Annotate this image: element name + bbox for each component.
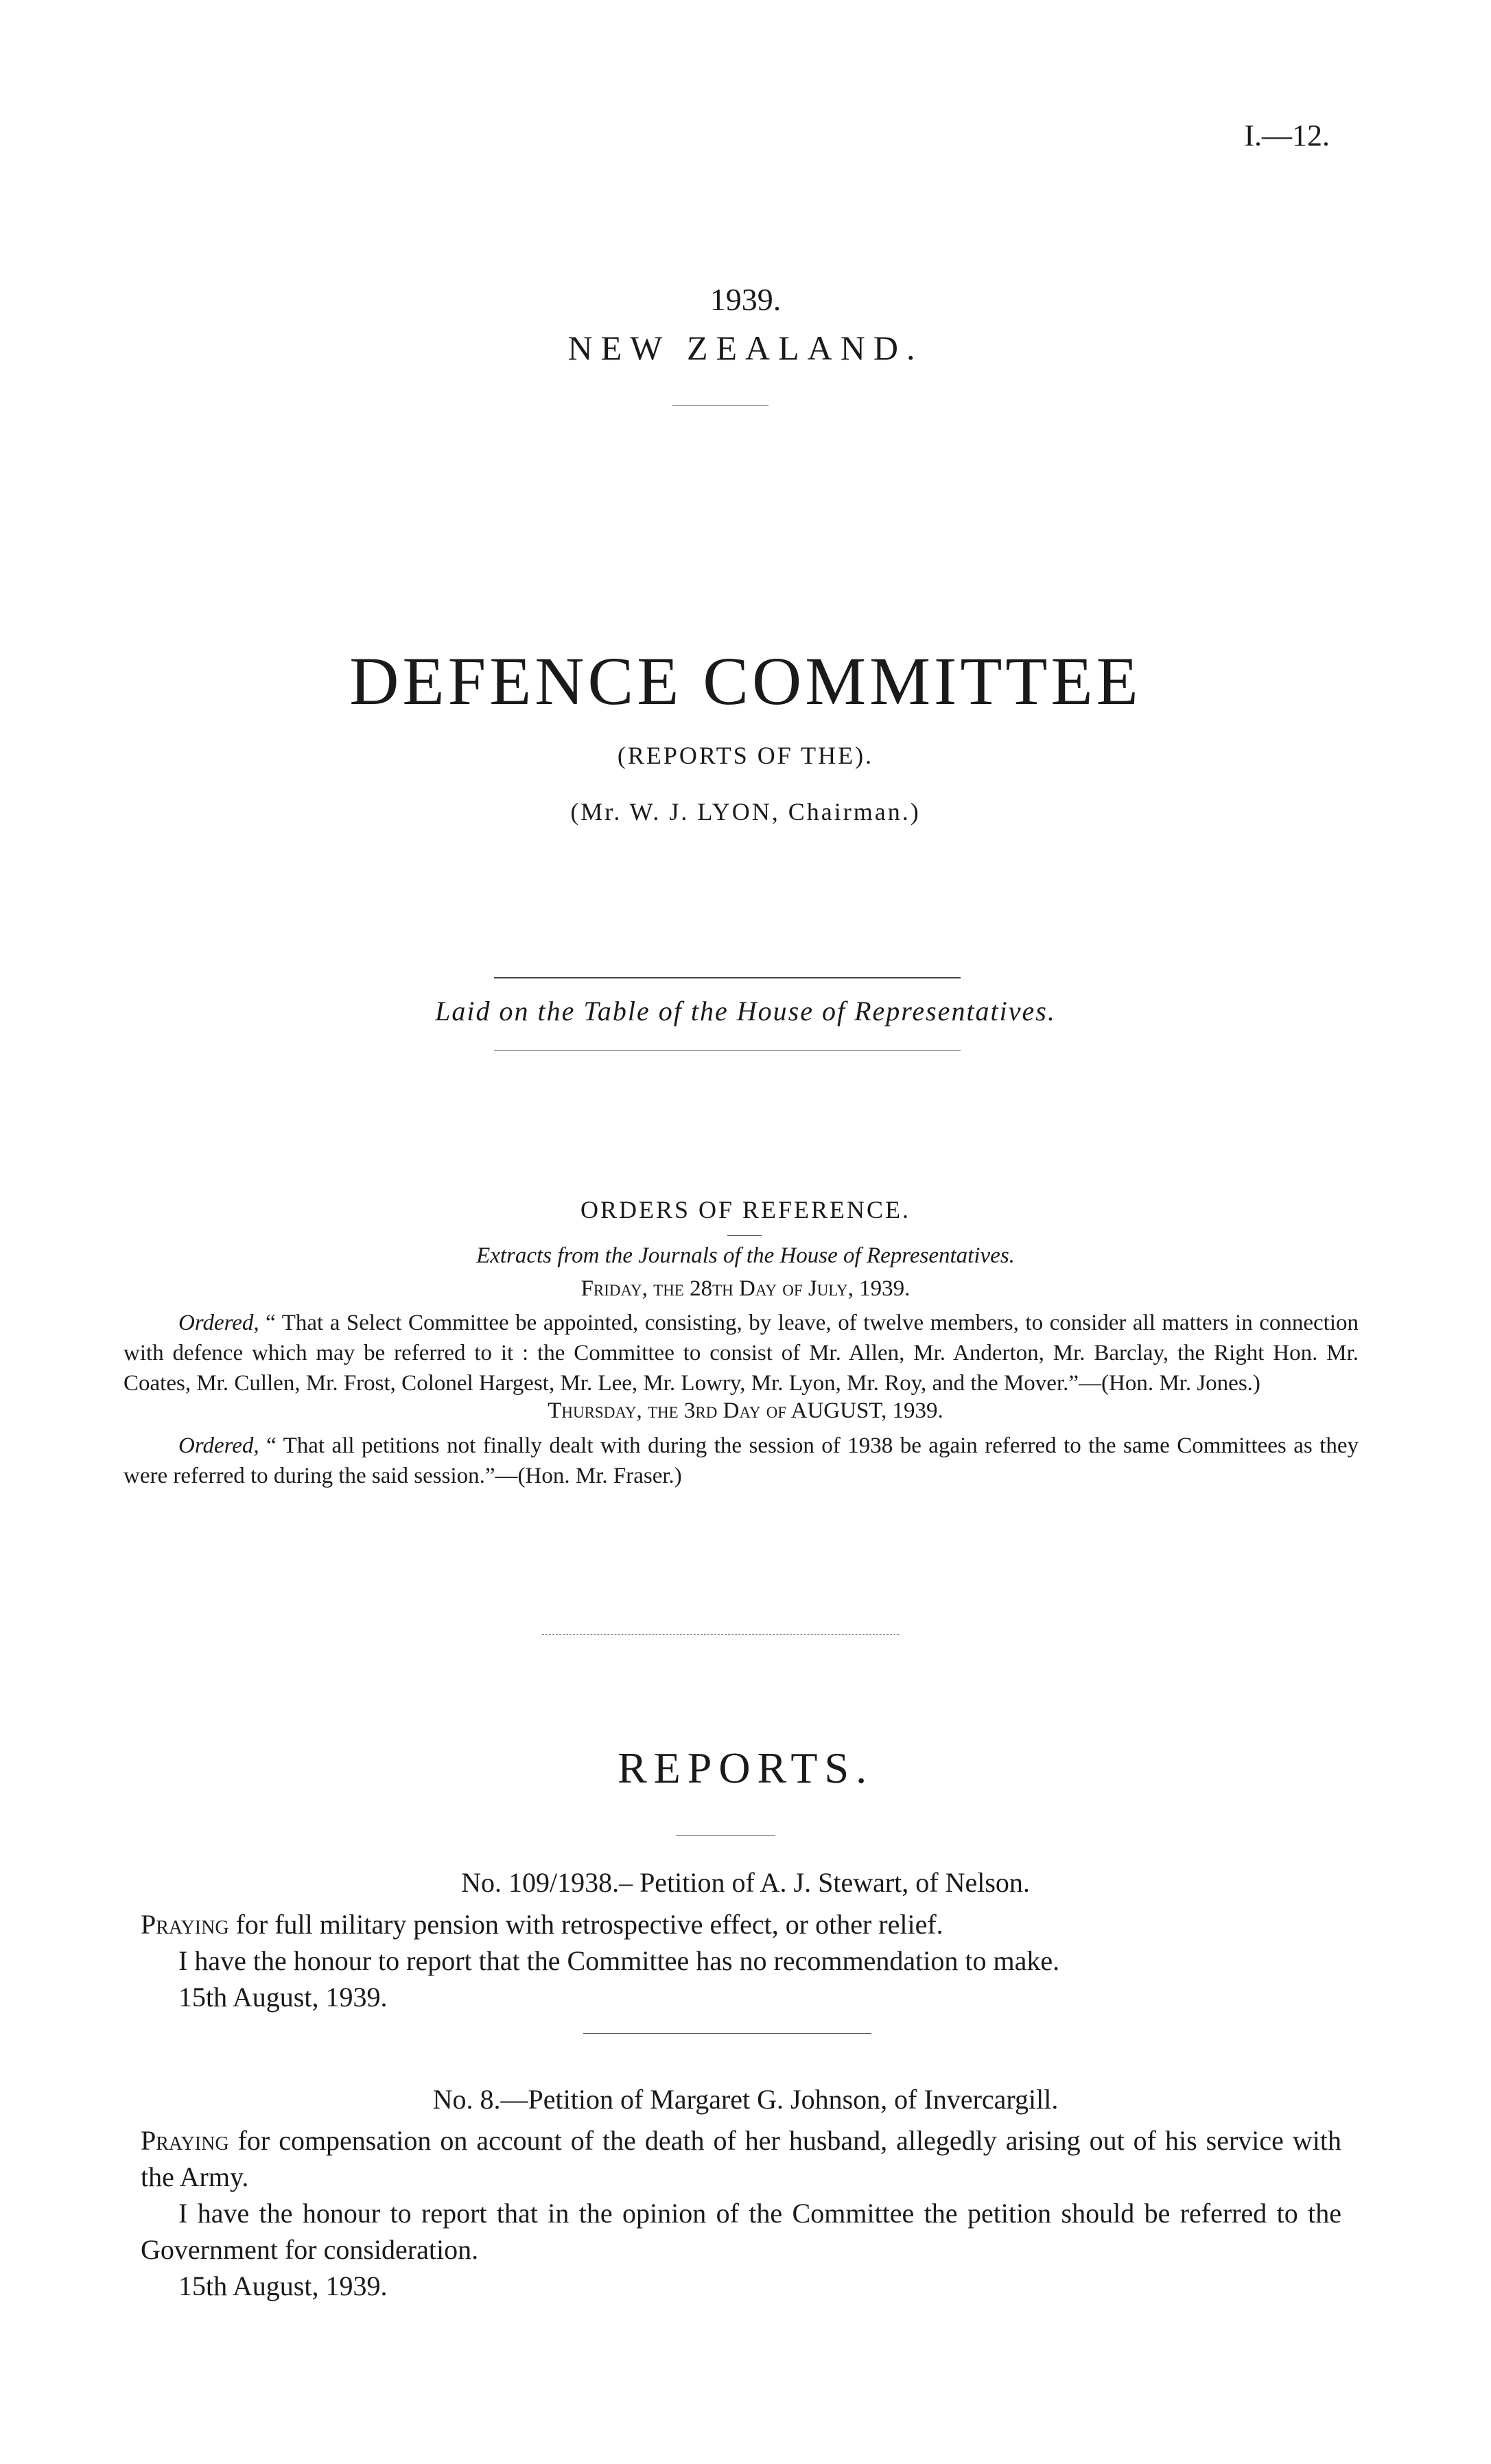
praying-text: for full military pension with retrospective effect, or other relief.: [235, 1909, 943, 1940]
praying-text: for compensation on account of the death of her husband, allegedly arising out of his service with the Army.: [141, 2125, 1342, 2192]
divider: [494, 1050, 961, 1051]
report-text: I have the honour to report that the Committee has no recommendation to make.: [178, 1945, 1060, 1976]
report-date: 15th August, 1939.: [178, 1982, 388, 2013]
country: NEW ZEALAND.: [567, 329, 924, 367]
report-date: 15th August, 1939.: [178, 2271, 388, 2301]
report-body: [141, 1906, 1341, 2015]
year: 1939.: [709, 282, 782, 317]
order-text: “ That a Select Committee be appointed, consisting, by leave, of twelve members, to consider all matters in connection with defence which may be referred to it : the Committee to consist of Mr. Allen, Mr. Anderton, Mr. Barclay, the Right Hon. Mr. Coates, Mr. Cullen, Mr. Frost, Colonel Hargest, Mr. Lee, Mr. Lowry, Mr. Lyon, Mr. Roy, and the Mover.”—(Hon. Mr. Jones.): [124, 1311, 1359, 1396]
divider: [676, 1835, 775, 1836]
petition-title: No. 8.—Petition of Margaret G. Johnson, of Invercargill.: [432, 2084, 1059, 2115]
order-paragraph: [124, 1431, 1359, 1491]
subtitle: (REPORTS OF THE).: [617, 742, 874, 769]
order-text: “ That all petitions not finally dealt with during the session of 1938 be again referred to the same Committees as they were referred to during the said session.”—(Hon. Mr. Fraser.): [124, 1433, 1359, 1488]
orders-heading: ORDERS OF REFERENCE.: [580, 1196, 911, 1223]
divider: [494, 977, 961, 978]
praying-label: Praying: [141, 2125, 229, 2156]
ordered-label: Ordered,: [178, 1433, 259, 1458]
divider: [542, 1634, 899, 1635]
main-title: DEFENCE COMMITTEE: [349, 643, 1142, 719]
date-line: Thursday, the 3rd Day of AUGUST, 1939.: [548, 1398, 943, 1423]
reports-heading: REPORTS.: [617, 1744, 874, 1792]
petition-title: No. 109/1938.– Petition of A. J. Stewart, of Nelson.: [461, 1867, 1030, 1898]
date-line: Friday, the 28th Day of July, 1939.: [580, 1276, 911, 1301]
praying-label: Praying: [141, 1909, 229, 1940]
ordered-label: Ordered,: [178, 1311, 259, 1335]
divider: [672, 405, 768, 406]
laid-on-table: Laid on the Table of the House of Representatives.: [435, 996, 1056, 1026]
page-reference: I.—12.: [1244, 119, 1330, 152]
extracts-line: Extracts from the Journals of the House of Representatives.: [476, 1243, 1015, 1268]
report-body: [141, 2122, 1341, 2304]
divider: [727, 1235, 762, 1236]
chairman-line: (Mr. W. J. LYON, Chairman.): [570, 798, 921, 825]
order-paragraph: [124, 1308, 1359, 1398]
report-text: I have the honour to report that in the opinion of the Committee the petition should be referred to the Government for consideration.: [141, 2198, 1341, 2265]
divider: [583, 2033, 871, 2034]
